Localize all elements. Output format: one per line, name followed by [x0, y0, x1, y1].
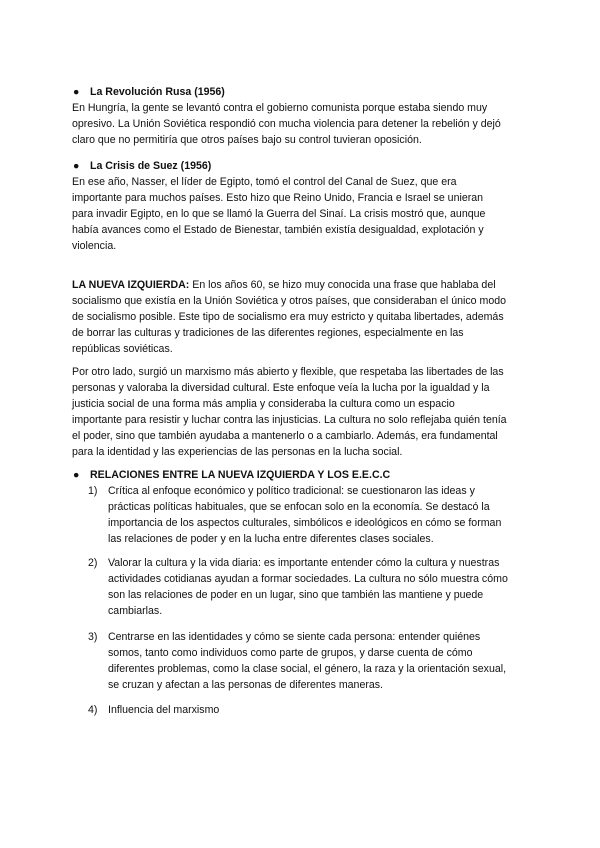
paragraph-nueva-izquierda: [72, 277, 532, 357]
bullet-icon: ●: [73, 469, 80, 481]
text-line: Valorar la cultura y la vida diaria: es importante entender cómo la cultura y nuestras: [108, 557, 500, 569]
numbered-item-2: [88, 555, 538, 619]
text-line: se cruzan y afectan a las personas de diferentes maneras.: [108, 679, 384, 691]
item-number: 1): [88, 485, 98, 497]
bullet-heading-crisis-suez: [73, 158, 212, 174]
text-line: opresivo. La Unión Soviética respondió con mucha violencia para detener la rebelión y dejó: [72, 118, 501, 130]
numbered-item-3: [88, 629, 538, 693]
text-line: [72, 277, 532, 293]
text-line: el poder, sino que también ayudaba a mantenerlo o a cambiarlo. Además, era fundamental: [72, 430, 498, 442]
item-number: 2): [88, 557, 98, 569]
section-label: LA NUEVA IZQUIERDA:: [72, 279, 190, 291]
text-line: prácticas políticas habituales, que se enfocan solo en la economía. Se destacó la: [108, 501, 490, 513]
text-line: para invadir Egipto, en lo que se llamó la Guerra del Sinaí. La crisis mostró que, aunque: [72, 208, 486, 220]
item-number: 3): [88, 631, 98, 643]
text-line: somos, tanto como individuos como parte de grupos, y darse cuenta de cómo: [108, 647, 473, 659]
text-line: las relaciones de poder y en la lucha entre diferentes clases sociales.: [108, 533, 434, 545]
item-number: 4): [88, 704, 98, 716]
text-line: justicia social de una forma más amplia y consideraba la cultura como un espacio: [72, 398, 455, 410]
text-line: En Hungría, la gente se levantó contra el gobierno comunista porque estaba siendo muy: [72, 102, 488, 114]
numbered-item-1: [88, 483, 538, 547]
text-line: de socialismo posible. Este tipo de socialismo era muy estricto y quitaba libertades, además: [72, 311, 504, 323]
text-line: Influencia del marxismo: [108, 704, 220, 716]
first-line-text: En los años 60, se hizo muy conocida una frase que hablaba del: [192, 279, 496, 291]
text-line: importante para resistir y luchar contra las injusticias. La cultura no solo reflejaba quién tenía: [72, 414, 507, 426]
text-line: de borrar las culturas y tradiciones de las diferentes regiones, especialmente en las: [72, 327, 464, 339]
bullet-icon: ●: [73, 160, 80, 172]
text-line: claro que no permitiría que otros países bajo su control tuvieran oposición.: [72, 134, 422, 146]
text-line: había avances como el Estado de Bienestar, también existía desigualdad, explotación y: [72, 224, 484, 236]
text-line: socialismo que existía en la Unión Soviética y otros países, que consideraban el único modo: [72, 295, 507, 307]
bullet-icon: ●: [73, 86, 80, 98]
text-line: actividades cotidianas ayudan a formar sociedades. La cultura no sólo muestra cómo: [108, 573, 508, 585]
paragraph-crisis-suez: [72, 174, 532, 254]
text-line: Crítica al enfoque económico y político tradicional: se cuestionaron las ideas y: [108, 485, 475, 497]
text-line: importante para muchos países. Esto hizo que Reino Unido, Francia e Israel se unieran: [72, 192, 484, 204]
text-line: diferentes problemas, como la clase social, el género, la raza y la orientación sexual,: [108, 663, 507, 675]
numbered-item-4: [88, 702, 538, 718]
heading-text: La Revolución Rusa (1956): [90, 86, 225, 98]
heading-text: RELACIONES ENTRE LA NUEVA IZQUIERDA Y LOS E.E.C.C: [90, 469, 391, 481]
text-line: importancia de los aspectos culturales, simbólicos e ideológicos en cómo se forman: [108, 517, 502, 529]
text-line: cambiarlas.: [108, 605, 163, 617]
text-line: personas y valoraba la diversidad cultural. Este enfoque veía la lucha por la igualdad y la: [72, 382, 490, 394]
text-line: son las relaciones de poder en un lugar, sino que también las mantiene y puede: [108, 589, 484, 601]
text-line: Centrarse en las identidades y cómo se siente cada persona: entender quiénes: [108, 631, 481, 643]
text-line: Por otro lado, surgió un marxismo más abierto y flexible, que respetaba las libertades de las: [72, 366, 504, 378]
paragraph-revolucion-rusa: [72, 100, 532, 148]
text-line: para la identidad y las experiencias de las personas en la lucha social.: [72, 446, 403, 458]
paragraph-otro-lado: [72, 364, 532, 460]
text-line: En ese año, Nasser, el líder de Egipto, tomó el control del Canal de Suez, que era: [72, 176, 457, 188]
text-line: repúblicas soviéticas.: [72, 343, 173, 355]
bullet-heading-relaciones: [73, 467, 391, 483]
bullet-heading-revolucion-rusa: [73, 84, 225, 100]
heading-text: La Crisis de Suez (1956): [90, 160, 212, 172]
text-line: violencia.: [72, 240, 117, 252]
